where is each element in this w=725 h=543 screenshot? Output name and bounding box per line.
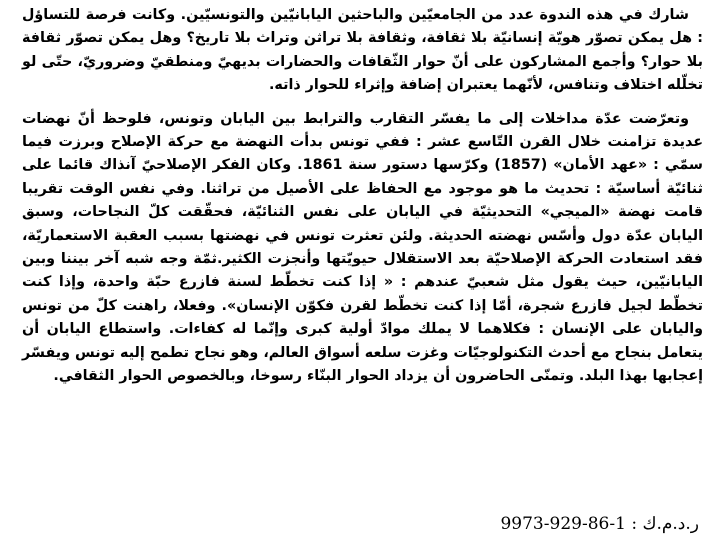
isbn-line: ر.د.م.ك : 1-86-929-9973 (500, 514, 699, 534)
paragraph-symposium: شارك في هذه الندوة عدد من الجامعيّين والباحثين اليابانيّين والتونسيّين. وكانت فرصة للتساؤل : هل يمكن تصوّر هويّة إنسانيّة بلا ثقافة، وثقافة بلا تراثن وتراث بلا تاريخ؟ وهل يمكن تصوّر ثقافة بلا حوار؟ وأجمع المشاركون على أنّ حوار الثّقافات والحضارات بديهيّ ومنطقيّ وضروريّ، حتّى لو تخلّله اختلاف وتنافس، لأنّهما يعتبران إضافة وإثراء للحوار ذاته. (22, 7, 703, 94)
paragraph-japan-tunisia: وتعرّضت عدّة مداخلات إلى ما يفسّر التقارب والترابط بين اليابان وتونس، فلوحظ أنّ نهضات عديدة تزامنت خلال القرن التّاسع عشر : ففي تونس بدأت النهضة مع حركة الإصلاح وبرزت فيما سمّي : «عهد الأمان» (1857) وكرّسها دستور سنة 1861. وكان الفكر الإصلاحيّ آنذاك قائما على ثنائيّة أساسيّة : تحديث ما هو موجود مع الحفاظ على الأصيل من تراثنا. وفي نفس الوقت تقريبا قامت نهضة «الميجي» التحديثيّة في اليابان على نفس الثنائيّة، فحقّقت كلّ النجاحات، وسبق اليابان عدّة دول وأسّس نهضته الحديثة. ولئن تعثرت تونس في نهضتها بسبب العقبة الاستعماريّة، فقد استعادت الحركة الإصلاحيّة بعد الاستقلال حيويّتها وأنجزت الكثير.ثمّة وجه شبه آخر بيننا وبين اليابانيّين، حيث يقول مثل شعبيّ عندهم : « إذا كنت تخطّط لسنة فازرع حبّة واحدة، وإذا كنت تخطّط لجيل فازرع شجرة، أمّا إذا كنت تخطّط لقرن فكوّن الإنسان». وفعلا، راهنت كلّ من تونس واليابان على الإنسان : فكلاهما لا يملك موادّ أولية كبرى وإنّما له كفاءات. واستطاع اليابان أن يتعامل بنجاح مع أحدث التكنولوجيّات وغزت سلعه أسواق العالم، وهو نجاح تطمح إليه تونس ويفسّر إعجابها بهذا البلد. وتمنّى الحاضرون أن يزداد الحوار البنّاء رسوخا، وبالخصوص الحوار الثقافي. (22, 110, 703, 385)
